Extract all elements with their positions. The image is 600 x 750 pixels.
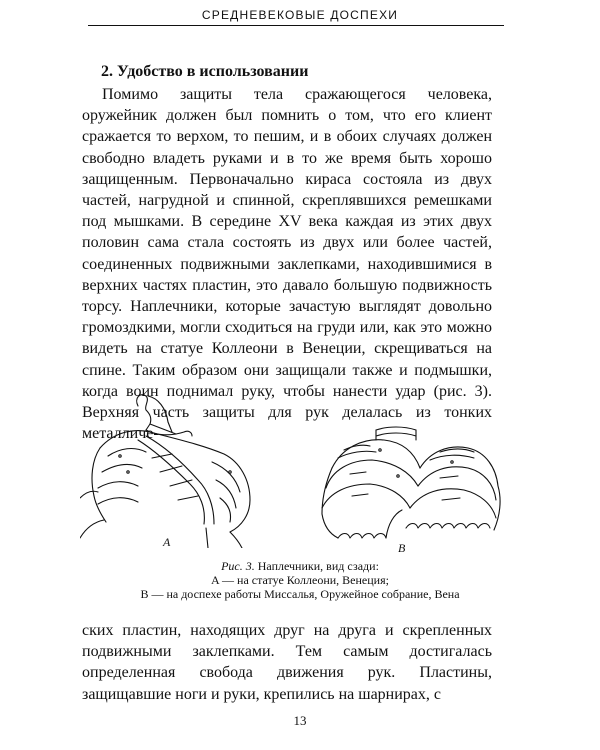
section-title: 2. Удобство в использовании [101,63,309,80]
caption-title: Наплечники, вид сзади: [257,559,379,573]
caption-title-line [80,559,520,573]
figure-label-b: B [398,541,406,555]
body-paragraph: Помимо защиты тела сражающегося человека, оружейник должен был помнить о том, что его клиент сражается то верхом, то пешим, и в обоих случаях должен свободно владеть руками и в то же время быть хорошо защищенным. Первоначально кираса состояла из двух частей, нагрудной и спинной, скреплявшихся ремешками под мышками. В середине XV века каждая из этих двух половин сама стала состоять из двух или более частей, соединенных подвижными заклепками, находившимися в верхних частях пластин, это давало большую подвижность торсу. Наплечники, которые зачастую выглядят довольно громоздкими, могли сходиться на груди или, как это можно видеть на статуе Коллеони в Венеции, скрещиваться на спине. Таким образом они защищали также и подмышки, когда воин поднимал руку, чтобы нанести удар (рис. 3). Верхняя часть защиты для рук делалась из тонких металличе- [82,86,492,443]
figure-label-a: A [163,535,171,549]
header-rule [88,25,504,26]
body-paragraph-continued: ских пластин, находящих друг на друга и скрепленных подвижными заклепками. Тем самым достигалась определенная свобода движения рук. Пластины, защищавшие ноги и руки, крепились на шарнирах, с [82,622,492,703]
pauldron-b-drawing [322,427,500,538]
pauldron-a-drawing [80,395,250,548]
running-head: СРЕДНЕВЕКОВЫЕ ДОСПЕХИ [201,8,399,22]
caption-line-a: A — на статуе Коллеони, Венеция; [211,573,389,587]
figure-illustration [80,388,520,548]
page-number: 13 [293,713,307,728]
figure-caption [80,559,520,601]
caption-number: Рис. 3. [221,559,255,573]
caption-line-b: B — на доспехе работы Миссалья, Оружейное собрание, Вена [140,587,460,601]
